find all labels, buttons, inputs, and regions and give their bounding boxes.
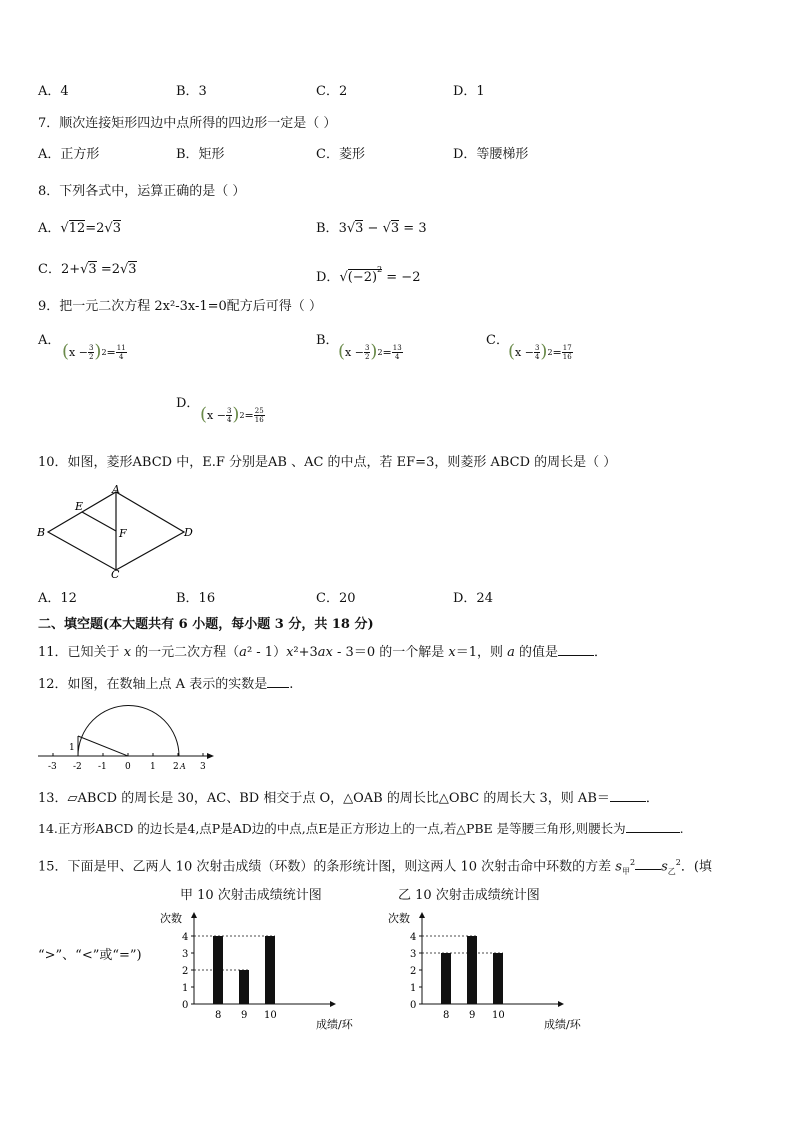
x-tick-label: 10 [264, 1010, 277, 1021]
q6-option-b: B．3 [176, 84, 207, 99]
equals: = [552, 345, 562, 359]
fraction [562, 344, 573, 361]
text: - 3＝0 的一个解是 [332, 645, 449, 660]
text: − [363, 221, 383, 236]
semicircle-arc [78, 706, 179, 757]
q7-option-b: B．矩形 [176, 147, 225, 162]
tick-label: 2 [173, 762, 179, 772]
text: x − [515, 345, 534, 359]
tick-label: -3 [48, 762, 57, 772]
q8-stem: 8．下列各式中，运算正确的是（ ） [38, 184, 246, 199]
y-tick-label: 0 [182, 1000, 189, 1011]
number-line-figure [34, 698, 218, 774]
radical-sign: √ [120, 262, 129, 277]
text: 13．▱ABCD 的周长是 30，AC、BD 相交于点 O，△OAB 的周长比△OBC 的周长大 3，则 AB＝ [38, 791, 610, 806]
denominator: 4 [226, 415, 232, 424]
superscript: 2 [675, 858, 681, 867]
label-a: A [180, 762, 186, 771]
bar [265, 936, 275, 1004]
text: 2+ [60, 262, 81, 277]
label-f: F [119, 527, 127, 540]
q7-option-d: D．等腰梯形 [453, 147, 529, 162]
bar-chart-yi [388, 908, 584, 1030]
x-tick-label: 9 [241, 1010, 248, 1021]
q6-option-d: D．1 [453, 84, 485, 99]
section-2-title: 二、填空题(本大题共有 6 小题，每小题 3 分，共 18 分) [38, 617, 374, 632]
y-axis-label: 次数 [160, 912, 182, 925]
x-tick-label: 10 [492, 1010, 505, 1021]
q9-option-b-formula [338, 343, 403, 361]
var: s [661, 859, 668, 875]
text: ²+3 [293, 645, 318, 660]
text: =2 [96, 262, 120, 277]
text: x − [207, 408, 226, 422]
text: . [289, 677, 294, 692]
text: ． [594, 645, 608, 660]
text: 12．如图，在数轴上点 A 表示的实数是 [38, 677, 268, 692]
numerator: 17 [562, 343, 572, 352]
q10-option-c: C．20 [316, 591, 356, 606]
q8-option-c [38, 262, 137, 278]
denominator: 4 [534, 352, 540, 361]
q9-stem: 9．把一元二次方程 2x²-3x-1=0配方后可得（ ） [38, 299, 322, 314]
q15-instruction: “>”、“<”或“=”) [38, 948, 142, 963]
q10-option-b: B．16 [176, 591, 216, 606]
text: 15．下面是甲、乙两人 10 次射击成绩（环数）的条形统计图，则这两人 10 次射击命中环数的方差 [38, 859, 616, 875]
radicand: 3 [128, 262, 137, 277]
radicand: 3 [355, 221, 364, 236]
radical-sign: √ [104, 221, 113, 236]
y-tick-label: 2 [410, 966, 417, 977]
y-tick-label: 1 [182, 983, 189, 994]
label-d: D [184, 526, 193, 539]
chart-a-title: 甲 10 次射击成绩统计图 [180, 888, 322, 903]
tick-label: 3 [200, 762, 206, 772]
label-c: C [111, 568, 120, 580]
q7-option-c: C．菱形 [316, 147, 365, 162]
equals: = [382, 345, 392, 359]
q10-stem: 10．如图，菱形ABCD 中，E.F 分别是AB 、AC 的中点，若 EF=3，则菱形 ABCD 的周长是（ ） [38, 455, 617, 470]
axis-arrow [207, 753, 214, 759]
y-axis-arrow [191, 912, 197, 918]
y-axis-label: 次数 [388, 912, 410, 925]
exponent: 2 [101, 347, 107, 357]
radicand: 3 [112, 221, 121, 236]
segment-ef [82, 512, 116, 531]
answer-blank [267, 675, 289, 688]
answer-blank [635, 857, 661, 870]
text: = −2 [382, 270, 421, 285]
bar [493, 953, 503, 1004]
var: a [239, 645, 247, 660]
fraction [392, 344, 403, 361]
text: ． [645, 791, 659, 806]
y-tick-label: 4 [182, 932, 189, 943]
q8-option-a [38, 221, 121, 237]
radical-sign: √ [382, 221, 391, 236]
bar [213, 936, 223, 1004]
right-paren: ) [370, 341, 378, 362]
option-label: B． [316, 221, 339, 236]
y-tick-label: 3 [410, 949, 417, 960]
text: =2 [85, 221, 105, 236]
label-one: 1 [69, 743, 75, 753]
exponent: 2 [377, 347, 383, 357]
denominator: 16 [254, 415, 264, 424]
q12-stem [38, 675, 293, 693]
q11-stem [38, 643, 607, 661]
y-axis-arrow [419, 912, 425, 918]
q9-option-d-formula [200, 406, 265, 424]
numerator: 13 [392, 343, 402, 352]
radical-sign: √ [80, 262, 89, 277]
q9-option-d-label: D． [176, 396, 200, 411]
var: x [286, 645, 294, 660]
denominator: 16 [562, 352, 572, 361]
x-axis-arrow [330, 1001, 336, 1007]
radical-sign: √ [339, 270, 348, 285]
equals: = [106, 345, 116, 359]
right-paren: ) [232, 404, 240, 425]
q6-option-a: A．4 [38, 84, 69, 99]
y-tick-label: 3 [182, 949, 189, 960]
var: x [448, 645, 456, 660]
q10-option-a: A．12 [38, 591, 77, 606]
exponent: 2 [547, 347, 553, 357]
text: 3 [338, 221, 347, 236]
q15-stem [38, 855, 712, 880]
option-label: A． [38, 221, 61, 236]
text: . [679, 821, 684, 836]
denominator: 4 [394, 352, 400, 361]
left-paren: ( [508, 341, 516, 362]
radical-sign: √ [60, 221, 69, 236]
text: 14.正方形ABCD 的边长是4,点P是AD边的中点,点E是正方形边上的一点,若△PBE 是等腰三角形,则腰长为 [38, 821, 626, 836]
left-paren: ( [338, 341, 346, 362]
equals: = [244, 408, 254, 422]
bar-chart-jia [160, 908, 356, 1030]
fraction [254, 407, 265, 424]
q9-option-c-formula [508, 343, 573, 361]
label-e: E [75, 500, 84, 513]
text: ² - 1） [246, 645, 287, 660]
var: ax [317, 645, 333, 660]
bar [239, 970, 249, 1004]
var: x [123, 645, 132, 660]
denominator: 2 [88, 352, 94, 361]
q9-option-c-label: C． [486, 333, 509, 348]
q9-option-a-formula [62, 343, 127, 361]
answer-blank [626, 820, 680, 833]
y-tick-label: 4 [410, 932, 417, 943]
radicand: 3 [390, 221, 400, 236]
q9-option-a-label: A． [38, 333, 61, 348]
tick-label: 0 [125, 762, 131, 772]
q8-option-b [316, 221, 427, 237]
q13-stem [38, 789, 659, 807]
tick-label: -1 [98, 762, 107, 772]
q8-option-d [316, 262, 420, 286]
exponent: 2 [377, 265, 383, 274]
subscript: 甲 [621, 866, 630, 876]
numerator: 3 [534, 343, 540, 352]
text: 11．已知关于 [38, 645, 124, 660]
q10-option-d: D．24 [453, 591, 493, 606]
q9-option-b-label: B． [316, 333, 339, 348]
text: = 3 [399, 221, 427, 236]
label-a: A [112, 483, 120, 496]
q6-option-c: C．2 [316, 84, 348, 99]
text: x − [345, 345, 364, 359]
bar [441, 953, 451, 1004]
y-tick-label: 2 [182, 966, 189, 977]
q14-stem [38, 820, 684, 837]
left-paren: ( [62, 341, 70, 362]
text: 的一元二次方程（ [131, 645, 240, 660]
radicand-base: (−2) [347, 270, 378, 285]
superscript: 2 [629, 858, 636, 867]
radicand [347, 265, 383, 285]
answer-blank [558, 643, 594, 656]
var: s [615, 859, 622, 875]
radicand: 3 [88, 262, 97, 277]
text: ．(填 [680, 859, 712, 875]
label-b: B [37, 526, 46, 539]
x-axis-label: 成绩/环 [544, 1018, 581, 1030]
left-paren: ( [200, 404, 208, 425]
q7-option-a: A．正方形 [38, 147, 100, 162]
denominator: 2 [364, 352, 370, 361]
x-tick-label: 9 [469, 1010, 476, 1021]
x-tick-label: 8 [443, 1010, 450, 1021]
numerator: 3 [226, 406, 232, 415]
option-label: D． [316, 270, 340, 285]
exponent: 2 [239, 410, 245, 420]
radical-sign: √ [346, 221, 356, 236]
right-paren: ) [94, 341, 102, 362]
numerator: 11 [116, 343, 126, 352]
radicand: 12 [68, 221, 86, 236]
var: a [507, 645, 515, 660]
tick-label: -2 [73, 762, 82, 772]
rhombus-figure [34, 482, 200, 580]
x-axis-arrow [558, 1001, 564, 1007]
subscript: 乙 [667, 866, 676, 876]
fraction [116, 344, 127, 361]
y-tick-label: 1 [410, 983, 417, 994]
text: 的值是 [514, 645, 559, 660]
x-tick-label: 8 [215, 1010, 222, 1021]
text: ＝1，则 [455, 645, 508, 660]
numerator: 25 [254, 406, 264, 415]
right-paren: ) [540, 341, 548, 362]
y-tick-label: 0 [410, 1000, 417, 1011]
x-axis-label: 成绩/环 [316, 1018, 353, 1030]
text: x − [69, 345, 88, 359]
numerator: 3 [88, 343, 94, 352]
option-label: C． [38, 262, 61, 277]
q7-stem: 7．顺次连接矩形四边中点所得的四边形一定是（ ） [38, 116, 337, 131]
tick-label: 1 [150, 762, 156, 772]
chart-b-title: 乙 10 次射击成绩统计图 [398, 888, 540, 903]
bar [467, 936, 477, 1004]
answer-blank [610, 789, 646, 802]
denominator: 4 [118, 352, 124, 361]
numerator: 3 [364, 343, 370, 352]
